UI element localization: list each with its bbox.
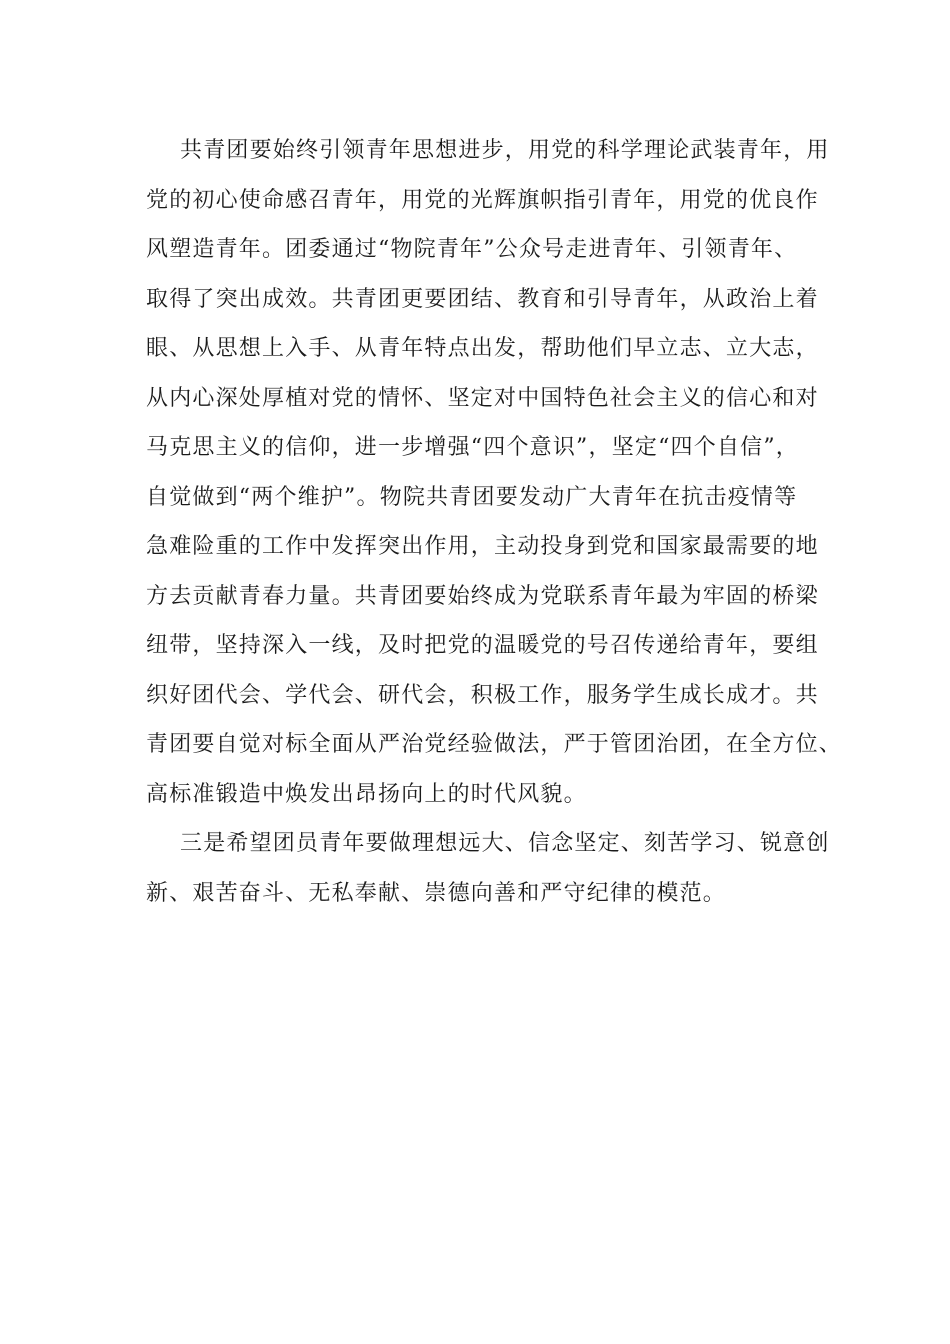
paragraph-line: 取得了突出成效。共青团更要团结、教育和引导青年，从政治上着 <box>146 286 819 312</box>
paragraph-line: 高标准锻造中焕发出昂扬向上的时代风貌。 <box>146 781 587 807</box>
paragraph-line: 自觉做到“两个维护”。物院共青团要发动广大青年在抗击疫情等 <box>146 484 798 510</box>
document-body <box>146 126 843 918</box>
paragraph-line: 方去贡献青春力量。共青团要始终成为党联系青年最为牢固的桥梁 <box>146 583 819 609</box>
paragraph-line: 急难险重的工作中发挥突出作用，主动投身到党和国家最需要的地 <box>146 534 819 559</box>
paragraph-line: 三是希望团员青年要做理想远大、信念坚定、刻苦学习、锐意创 <box>180 831 830 856</box>
paragraph-line: 从内心深处厚植对党的情怀、坚定对中国特色社会主义的信心和对 <box>146 385 819 411</box>
paragraph-line: 风塑造青年。团委通过“物院青年”公众号走进青年、引领青年、 <box>146 237 798 262</box>
paragraph-1 <box>146 126 843 819</box>
paragraph-line: 纽带，坚持深入一线，及时把党的温暖党的号召传递给青年，要组 <box>146 633 819 658</box>
paragraph-line: 共青团要始终引领青年思想进步，用党的科学理论武装青年，用 <box>180 138 830 163</box>
paragraph-line: 眼、从思想上入手、从青年特点出发，帮助他们早立志、立大志， <box>146 336 819 361</box>
paragraph-line: 新、艰苦奋斗、无私奉献、崇德向善和严守纪律的模范。 <box>146 880 727 906</box>
paragraph-line: 党的初心使命感召青年，用党的光辉旗帜指引青年，用党的优良作 <box>146 187 819 213</box>
paragraph-line: 织好团代会、学代会、研代会，积极工作，服务学生成长成才。共 <box>146 682 819 708</box>
paragraph-line: 马克思主义的信仰，进一步增强“四个意识”，坚定“四个自信”， <box>146 435 799 460</box>
paragraph-line: 青团要自觉对标全面从严治党经验做法，严于管团治团，在全方位、 <box>146 732 843 757</box>
paragraph-2 <box>146 819 830 918</box>
